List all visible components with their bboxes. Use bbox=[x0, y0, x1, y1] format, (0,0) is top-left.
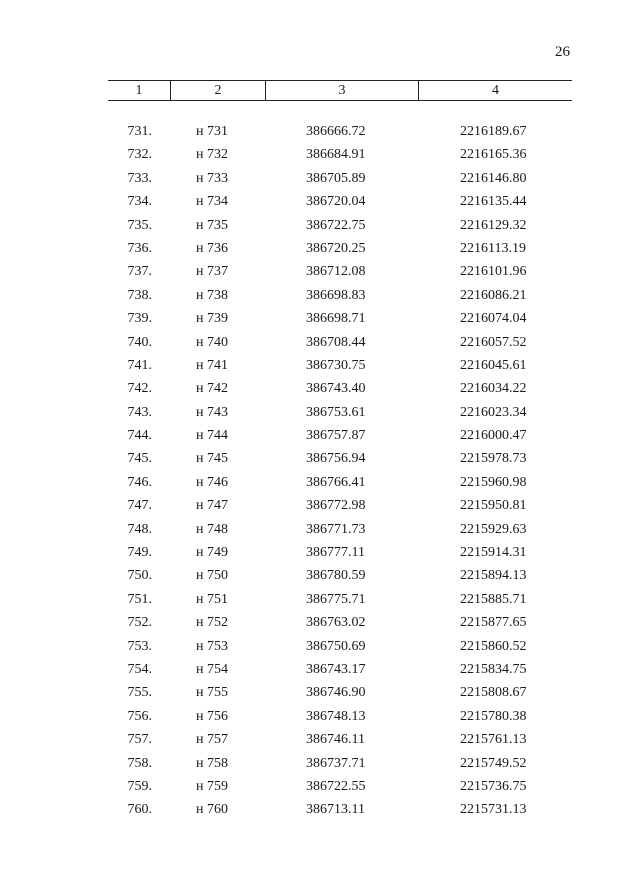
y-coordinate: 2215731.13 bbox=[460, 802, 527, 818]
x-coordinate: 386743.17 bbox=[306, 661, 366, 677]
row-number: 748. bbox=[127, 521, 152, 537]
x-coordinate: 386750.69 bbox=[306, 638, 366, 654]
x-coordinate: 386705.89 bbox=[306, 170, 366, 186]
row-number: 741. bbox=[127, 357, 152, 373]
x-coordinate: 386757.87 bbox=[306, 428, 366, 444]
x-coordinate: 386666.72 bbox=[306, 124, 366, 139]
coordinate-table-body bbox=[0, 120, 640, 822]
y-coordinate: 2216135.44 bbox=[460, 194, 527, 210]
y-coordinate: 2216146.80 bbox=[460, 170, 527, 186]
table-row bbox=[0, 260, 640, 283]
point-id: н 753 bbox=[196, 638, 228, 654]
row-number: 753. bbox=[127, 638, 152, 654]
point-id: н 744 bbox=[196, 428, 228, 444]
table-row bbox=[0, 728, 640, 751]
point-id: н 751 bbox=[196, 591, 228, 607]
x-coordinate: 386775.71 bbox=[306, 591, 366, 607]
point-id: н 739 bbox=[196, 311, 228, 327]
y-coordinate: 2216189.67 bbox=[460, 124, 527, 139]
y-coordinate: 2215834.75 bbox=[460, 661, 527, 677]
x-coordinate: 386730.75 bbox=[306, 357, 366, 373]
point-id: н 746 bbox=[196, 474, 228, 490]
table-row bbox=[0, 167, 640, 190]
x-coordinate: 386766.41 bbox=[306, 474, 366, 490]
table-row bbox=[0, 307, 640, 330]
x-coordinate: 386720.04 bbox=[306, 194, 366, 210]
x-coordinate: 386748.13 bbox=[306, 708, 366, 724]
row-number: 739. bbox=[127, 311, 152, 327]
row-number: 743. bbox=[127, 404, 152, 420]
y-coordinate: 2216057.52 bbox=[460, 334, 527, 350]
table-row bbox=[0, 214, 640, 237]
point-id: н 745 bbox=[196, 451, 228, 467]
table-row bbox=[0, 635, 640, 658]
y-coordinate: 2215877.65 bbox=[460, 615, 527, 631]
row-number: 751. bbox=[127, 591, 152, 607]
header-col-3: 3 bbox=[265, 81, 418, 100]
y-coordinate: 2216023.34 bbox=[460, 404, 527, 420]
y-coordinate: 2215860.52 bbox=[460, 638, 527, 654]
table-row bbox=[0, 190, 640, 213]
point-id: н 747 bbox=[196, 498, 228, 514]
table-row bbox=[0, 237, 640, 260]
page-number: 26 bbox=[555, 44, 570, 60]
point-id: н 735 bbox=[196, 217, 228, 233]
table-row bbox=[0, 494, 640, 517]
table-row bbox=[0, 331, 640, 354]
row-number: 749. bbox=[127, 545, 152, 561]
y-coordinate: 2216113.19 bbox=[460, 240, 526, 256]
row-number: 744. bbox=[127, 428, 152, 444]
x-coordinate: 386753.61 bbox=[306, 404, 366, 420]
table-row bbox=[0, 377, 640, 400]
table-row bbox=[0, 518, 640, 541]
point-id: н 752 bbox=[196, 615, 228, 631]
y-coordinate: 2215929.63 bbox=[460, 521, 527, 537]
point-id: н 755 bbox=[196, 685, 228, 701]
table-row bbox=[0, 471, 640, 494]
row-number: 731. bbox=[127, 124, 152, 139]
point-id: н 732 bbox=[196, 147, 228, 163]
x-coordinate: 386746.90 bbox=[306, 685, 366, 701]
y-coordinate: 2215808.67 bbox=[460, 685, 527, 701]
table-row bbox=[0, 284, 640, 307]
row-number: 752. bbox=[127, 615, 152, 631]
table-row bbox=[0, 752, 640, 775]
row-number: 755. bbox=[127, 685, 152, 701]
row-number: 734. bbox=[127, 194, 152, 210]
y-coordinate: 2216074.04 bbox=[460, 311, 527, 327]
row-number: 757. bbox=[127, 732, 152, 748]
header-col-4: 4 bbox=[418, 81, 572, 100]
x-coordinate: 386698.83 bbox=[306, 287, 366, 303]
row-number: 735. bbox=[127, 217, 152, 233]
row-number: 737. bbox=[127, 264, 152, 280]
x-coordinate: 386698.71 bbox=[306, 311, 366, 327]
point-id: н 748 bbox=[196, 521, 228, 537]
row-number: 733. bbox=[127, 170, 152, 186]
x-coordinate: 386772.98 bbox=[306, 498, 366, 514]
x-coordinate: 386777.11 bbox=[306, 545, 365, 561]
x-coordinate: 386684.91 bbox=[306, 147, 366, 163]
table-row bbox=[0, 401, 640, 424]
y-coordinate: 2215761.13 bbox=[460, 732, 527, 748]
x-coordinate: 386746.11 bbox=[306, 732, 365, 748]
point-id: н 754 bbox=[196, 661, 228, 677]
row-number: 732. bbox=[127, 147, 152, 163]
y-coordinate: 2215885.71 bbox=[460, 591, 527, 607]
y-coordinate: 2216000.47 bbox=[460, 428, 527, 444]
x-coordinate: 386720.25 bbox=[306, 240, 366, 256]
table-row bbox=[0, 658, 640, 681]
point-id: н 741 bbox=[196, 357, 228, 373]
y-coordinate: 2216101.96 bbox=[460, 264, 527, 280]
point-id: н 742 bbox=[196, 381, 228, 397]
table-row bbox=[0, 143, 640, 166]
row-number: 742. bbox=[127, 381, 152, 397]
row-number: 747. bbox=[127, 498, 152, 514]
point-id: н 736 bbox=[196, 240, 228, 256]
point-id: н 759 bbox=[196, 778, 228, 794]
table-row bbox=[0, 424, 640, 447]
y-coordinate: 2215950.81 bbox=[460, 498, 527, 514]
x-coordinate: 386737.71 bbox=[306, 755, 366, 771]
y-coordinate: 2216034.22 bbox=[460, 381, 527, 397]
y-coordinate: 2215914.31 bbox=[460, 545, 527, 561]
table-row bbox=[0, 564, 640, 587]
table-header bbox=[108, 80, 572, 101]
row-number: 759. bbox=[127, 778, 152, 794]
table-row bbox=[0, 775, 640, 798]
row-number: 750. bbox=[127, 568, 152, 584]
x-coordinate: 386771.73 bbox=[306, 521, 366, 537]
row-number: 754. bbox=[127, 661, 152, 677]
x-coordinate: 386713.11 bbox=[306, 802, 365, 818]
point-id: н 738 bbox=[196, 287, 228, 303]
row-number: 758. bbox=[127, 755, 152, 771]
row-number: 740. bbox=[127, 334, 152, 350]
point-id: н 757 bbox=[196, 732, 228, 748]
point-id: н 734 bbox=[196, 194, 228, 210]
row-number: 760. bbox=[127, 802, 152, 818]
point-id: н 740 bbox=[196, 334, 228, 350]
table-row bbox=[0, 354, 640, 377]
y-coordinate: 2215960.98 bbox=[460, 474, 527, 490]
x-coordinate: 386780.59 bbox=[306, 568, 366, 584]
y-coordinate: 2216129.32 bbox=[460, 217, 527, 233]
x-coordinate: 386756.94 bbox=[306, 451, 366, 467]
y-coordinate: 2215749.52 bbox=[460, 755, 527, 771]
y-coordinate: 2216045.61 bbox=[460, 357, 527, 373]
row-number: 756. bbox=[127, 708, 152, 724]
point-id: н 758 bbox=[196, 755, 228, 771]
header-col-1: 1 bbox=[135, 83, 143, 98]
table-row bbox=[0, 120, 640, 143]
point-id: н 733 bbox=[196, 170, 228, 186]
table-row bbox=[0, 611, 640, 634]
x-coordinate: 386708.44 bbox=[306, 334, 366, 350]
x-coordinate: 386712.08 bbox=[306, 264, 366, 280]
row-number: 736. bbox=[127, 240, 152, 256]
point-id: н 756 bbox=[196, 708, 228, 724]
point-id: н 731 bbox=[196, 124, 228, 139]
y-coordinate: 2215894.13 bbox=[460, 568, 527, 584]
point-id: н 749 bbox=[196, 545, 228, 561]
y-coordinate: 2215780.38 bbox=[460, 708, 527, 724]
point-id: н 760 bbox=[196, 802, 228, 818]
header-col-2: 2 bbox=[170, 81, 265, 100]
table-row bbox=[0, 705, 640, 728]
row-number: 745. bbox=[127, 451, 152, 467]
x-coordinate: 386763.02 bbox=[306, 615, 366, 631]
table-row bbox=[0, 798, 640, 821]
y-coordinate: 2215736.75 bbox=[460, 778, 527, 794]
point-id: н 743 bbox=[196, 404, 228, 420]
row-number: 738. bbox=[127, 287, 152, 303]
y-coordinate: 2216165.36 bbox=[460, 147, 527, 163]
table-row bbox=[0, 588, 640, 611]
x-coordinate: 386722.55 bbox=[306, 778, 366, 794]
table-row bbox=[0, 681, 640, 704]
y-coordinate: 2216086.21 bbox=[460, 287, 527, 303]
row-number: 746. bbox=[127, 474, 152, 490]
x-coordinate: 386743.40 bbox=[306, 381, 366, 397]
x-coordinate: 386722.75 bbox=[306, 217, 366, 233]
table-row bbox=[0, 541, 640, 564]
point-id: н 737 bbox=[196, 264, 228, 280]
y-coordinate: 2215978.73 bbox=[460, 451, 527, 467]
point-id: н 750 bbox=[196, 568, 228, 584]
table-row bbox=[0, 447, 640, 470]
